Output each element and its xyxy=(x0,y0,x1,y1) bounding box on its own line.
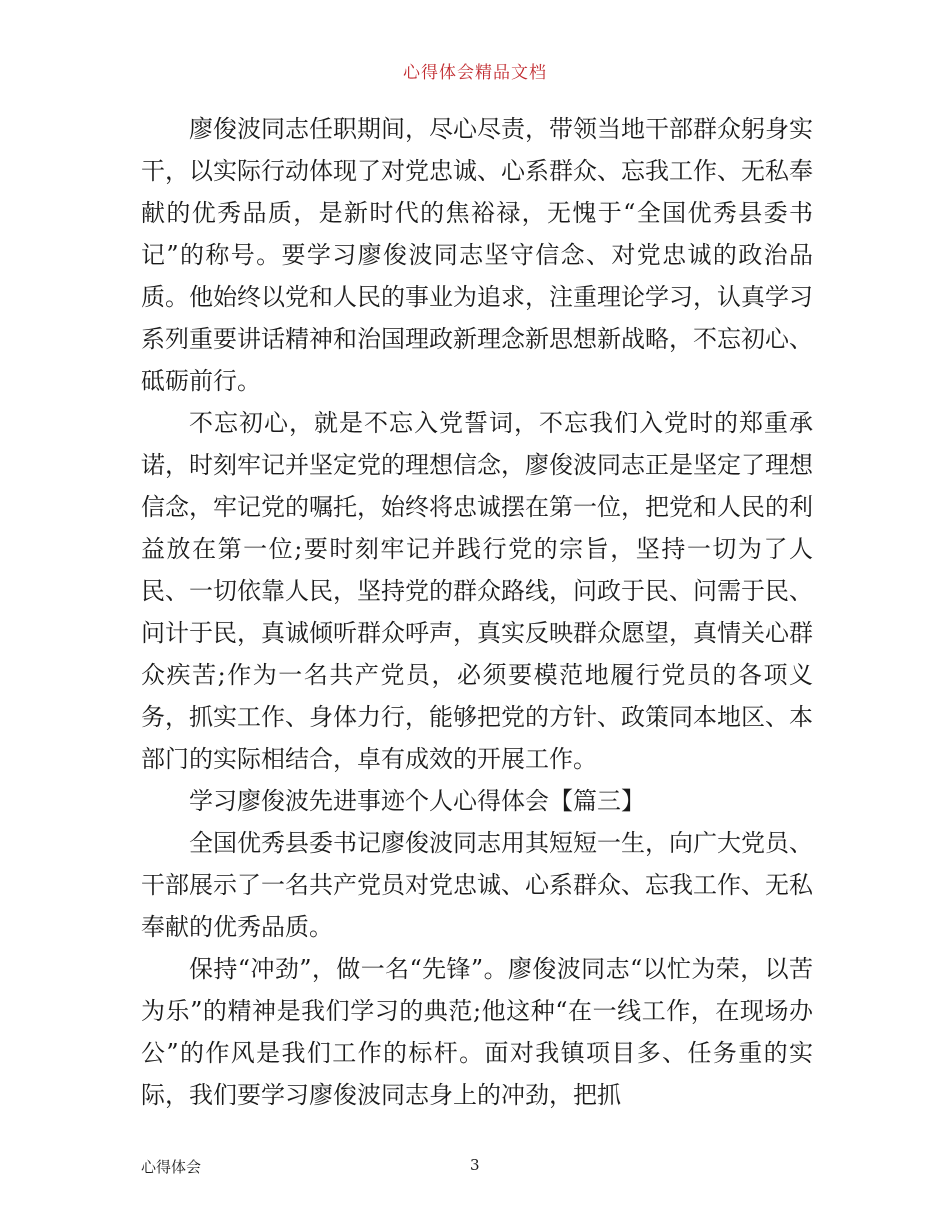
paragraph-1: 廖俊波同志任职期间，尽心尽责，带领当地干部群众躬身实干，以实际行动体现了对党忠诚、心系群众、忘我工作、无私奉献的优秀品质，是新时代的焦裕禄，无愧于“全国优秀县委书记”的称号。要学习廖俊波同志坚守信念、对党忠诚的政治品质。他始终以党和人民的事业为追求，注重理论学习，认真学习系列重要讲话精神和治国理政新理念新思想新战略，不忘初心、砥砺前行。 xyxy=(141,115,813,395)
document-body xyxy=(141,108,813,1116)
paragraph-4: 保持“冲劲”，做一名“先锋”。廖俊波同志“以忙为荣，以苦为乐”的精神是我们学习的典范;他这种“在一线工作，在现场办公”的作风是我们工作的标杆。面对我镇项目多、任务重的实际，我们要学习廖俊波同志身上的冲劲，把抓 xyxy=(141,955,813,1109)
page-number: 3 xyxy=(470,1156,480,1174)
paragraph-3: 全国优秀县委书记廖俊波同志用其短短一生，向广大党员、干部展示了一名共产党员对党忠诚、心系群众、忘我工作、无私奉献的优秀品质。 xyxy=(141,829,813,941)
paragraph-2: 不忘初心，就是不忘入党誓词，不忘我们入党时的郑重承诺，时刻牢记并坚定党的理想信念，廖俊波同志正是坚定了理想信念，牢记党的嘱托，始终将忠诚摆在第一位，把党和人民的利益放在第一位;要时刻牢记并践行党的宗旨，坚持一切为了人民、一切依靠人民，坚持党的群众路线，问政于民、问需于民、问计于民，真诚倾听群众呼声，真实反映群众愿望，真情关心群众疾苦;作为一名共产党员，必须要模范地履行党员的各项义务，抓实工作、身体力行，能够把党的方针、政策同本地区、本部门的实际相结合，卓有成效的开展工作。 xyxy=(141,409,813,773)
footer-label: 心得体会 xyxy=(141,1158,202,1176)
section-heading: 学习廖俊波先进事迹个人心得体会【篇三】 xyxy=(189,787,645,815)
document-header-title: 心得体会精品文档 xyxy=(403,63,547,83)
